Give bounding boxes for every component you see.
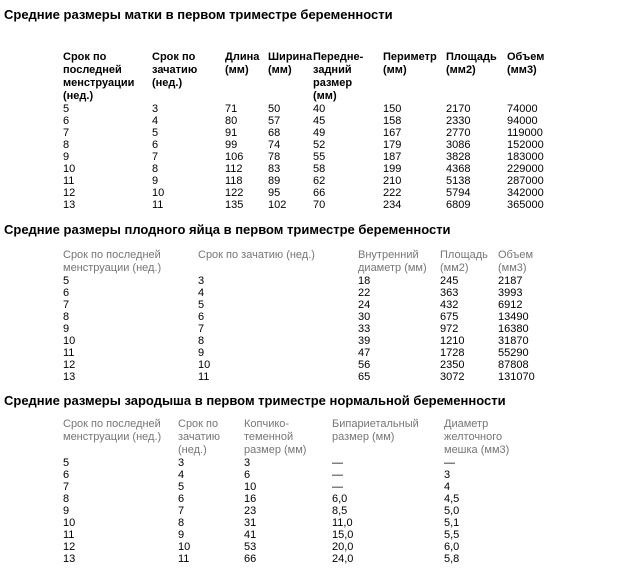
table-cell: 70 (313, 199, 326, 211)
table-cell: 68 (268, 127, 281, 139)
table-cell: 245 (440, 275, 459, 287)
table-cell: 40 (313, 103, 326, 115)
table-cell: 6 (63, 287, 70, 299)
table-cell: 7 (63, 481, 70, 493)
table-cell: 80 (225, 115, 238, 127)
table-cell: 118 (225, 175, 243, 187)
column-header (332, 418, 444, 457)
table-cell: 5,8 (444, 553, 460, 565)
column-header-label: Площадь (мм2) (440, 249, 488, 274)
column-header-label: Периметр (мм) (383, 51, 437, 76)
uterus-size-table-header (63, 51, 607, 103)
column-header (313, 51, 383, 103)
table-cell: 6912 (498, 299, 523, 311)
table-row (63, 199, 607, 211)
table-cell: 3 (178, 457, 185, 469)
table-cell: 3072 (440, 371, 465, 383)
column-header (198, 249, 358, 275)
table-row (63, 311, 603, 323)
table-cell: 10 (63, 335, 76, 347)
table-cell: 2170 (446, 103, 471, 115)
table-cell: 5 (63, 103, 70, 115)
table-cell: 8 (198, 335, 205, 347)
table-cell: 7 (198, 323, 205, 335)
table-cell: 16 (244, 493, 257, 505)
table-cell: 13 (63, 553, 76, 565)
table-cell: 6,0 (332, 493, 348, 505)
table-cell: 31 (244, 517, 257, 529)
table-row (63, 493, 574, 505)
column-header-label: Срок по последней менструации (нед.) (63, 249, 162, 274)
column-header-label: Диаметр желточного мешка (мм3) (444, 418, 510, 456)
table-cell: 106 (225, 151, 244, 163)
table-cell: 66 (244, 553, 257, 565)
table-cell: 30 (358, 311, 371, 323)
table-cell: 4 (198, 287, 205, 299)
embryo-size-table-header (63, 418, 574, 457)
table-cell: 62 (313, 175, 326, 187)
column-header (63, 51, 152, 103)
table-cell: 5 (178, 481, 185, 493)
table-cell: 23 (244, 505, 257, 517)
table-cell: 33 (358, 323, 371, 335)
table-cell: 199 (383, 163, 402, 175)
table-cell: 4368 (446, 163, 471, 175)
table-cell: 5138 (446, 175, 471, 187)
table-cell: 5,5 (444, 529, 460, 541)
table-cell: 22 (358, 287, 371, 299)
table-row (63, 505, 574, 517)
table-cell: 7 (63, 127, 70, 139)
column-header-label: Срок по последней менструации (нед.) (63, 51, 135, 102)
column-header (358, 249, 440, 275)
table-cell: 222 (383, 187, 402, 199)
table-cell: 6 (63, 469, 70, 481)
table-cell: 6,0 (444, 541, 460, 553)
table-row (63, 541, 574, 553)
table-cell: 12 (63, 541, 76, 553)
table-cell: 3828 (446, 151, 471, 163)
table-cell: 135 (225, 199, 244, 211)
table-cell: 158 (383, 115, 402, 127)
table-cell: 183000 (507, 151, 544, 163)
table-row (63, 469, 574, 481)
table-cell: 47 (358, 347, 371, 359)
column-header-label: Бипариетальный размер (мм) (332, 418, 419, 443)
column-header-label: Объем (мм3) (507, 51, 545, 76)
table-cell: 20,0 (332, 541, 354, 553)
table-cell: 5 (198, 299, 205, 311)
table-cell: 66 (313, 187, 326, 199)
table-cell: 10 (178, 541, 191, 553)
table-cell: 11,0 (332, 517, 353, 529)
uterus-size-table-body (63, 103, 607, 211)
table-cell: 342000 (507, 187, 544, 199)
gestational-sac-table-body (63, 275, 603, 383)
header-row (63, 249, 603, 275)
table-cell: 83 (268, 163, 281, 175)
table-cell: 4 (178, 469, 185, 481)
uterus-table-title: Средние размеры матки в первом триместре беременности (4, 7, 393, 22)
table-cell: 15,0 (332, 529, 354, 541)
table-cell: — (332, 469, 343, 481)
table-cell: 3 (244, 457, 251, 469)
table-cell: 150 (383, 103, 402, 115)
table-cell: 9 (63, 151, 70, 163)
table-cell: 432 (440, 299, 459, 311)
table-cell: 9 (152, 175, 159, 187)
table-row (63, 371, 603, 383)
table-cell: 78 (268, 151, 281, 163)
column-header-label: Срок по последней менструации (нед.) (63, 418, 162, 443)
table-cell: 13490 (498, 311, 529, 323)
table-cell: 2330 (446, 115, 471, 127)
table-cell: 55290 (498, 347, 529, 359)
column-header-label: Ширина (мм) (268, 51, 313, 76)
table-row (63, 175, 607, 187)
table-cell: 8 (63, 493, 70, 505)
table-cell: 6 (244, 469, 251, 481)
table-cell: 8 (63, 139, 70, 151)
table-cell: 5,1 (444, 517, 460, 529)
table-cell: 52 (313, 139, 326, 151)
table-cell: 57 (268, 115, 281, 127)
table-cell: 11 (178, 553, 190, 565)
table-cell: 10 (63, 163, 76, 175)
table-row (63, 457, 574, 469)
table-cell: 6 (198, 311, 205, 323)
table-row (63, 275, 603, 287)
table-cell: 112 (225, 163, 243, 175)
table-cell: 9 (63, 323, 70, 335)
table-row (63, 347, 603, 359)
embryo-table-title: Средние размеры зародыша в первом триместре нормальной беременности (4, 393, 506, 408)
table-cell: 87808 (498, 359, 529, 371)
table-cell: 9 (63, 505, 70, 517)
table-cell: 3993 (498, 287, 523, 299)
gestational-sac-table (63, 249, 603, 383)
table-cell: 12 (63, 359, 76, 371)
table-cell: 11 (63, 529, 75, 541)
column-header (507, 51, 607, 103)
table-cell: 4,5 (444, 493, 460, 505)
column-header (152, 51, 225, 103)
table-cell: 363 (440, 287, 459, 299)
table-cell: 7 (178, 505, 185, 517)
table-cell: 5 (63, 457, 70, 469)
table-cell: 365000 (507, 199, 544, 211)
table-cell: 4 (152, 115, 159, 127)
gestational-sac-table-header (63, 249, 603, 275)
table-cell: 58 (313, 163, 326, 175)
column-header-label: Срок по зачатию (нед.) (198, 249, 315, 261)
table-row (63, 299, 603, 311)
column-header-label: Площадь (мм2) (446, 51, 497, 76)
column-header-label: Объем (мм3) (498, 249, 534, 274)
table-cell: 3 (152, 103, 159, 115)
table-cell: — (332, 481, 343, 493)
table-cell: 7 (152, 151, 159, 163)
table-cell: 89 (268, 175, 281, 187)
table-cell: 1210 (440, 335, 465, 347)
table-cell: 10 (152, 187, 165, 199)
table-cell: 55 (313, 151, 326, 163)
table-cell: 49 (313, 127, 326, 139)
table-cell: 5 (152, 127, 159, 139)
table-cell: 5 (63, 275, 70, 287)
column-header-label: Передне-задний размер (мм) (313, 51, 364, 102)
table-cell: 71 (225, 103, 238, 115)
uterus-size-table (63, 51, 607, 211)
column-header-label: Срок по зачатию (нед.) (178, 418, 220, 456)
column-header (63, 249, 198, 275)
table-cell: 287000 (507, 175, 544, 187)
table-cell: 6 (63, 115, 70, 127)
table-cell: 131070 (498, 371, 535, 383)
table-cell: 13 (63, 371, 76, 383)
table-row (63, 335, 603, 347)
table-row (63, 359, 603, 371)
table-cell: 187 (383, 151, 402, 163)
table-cell: 8 (63, 311, 70, 323)
table-cell: 8 (152, 163, 159, 175)
table-cell: 8 (178, 517, 185, 529)
table-cell: 3086 (446, 139, 471, 151)
table-cell: 10 (198, 359, 211, 371)
column-header (178, 418, 244, 457)
column-header-label: Длина (мм) (225, 51, 260, 76)
table-cell: 102 (268, 199, 287, 211)
table-cell: 10 (244, 481, 257, 493)
table-cell: 50 (268, 103, 281, 115)
column-header (244, 418, 332, 457)
column-header (268, 51, 313, 103)
embryo-size-table-body (63, 457, 574, 565)
table-cell: 6 (152, 139, 159, 151)
table-cell: 74 (268, 139, 281, 151)
table-cell: 94000 (507, 115, 538, 127)
table-cell: 4 (444, 481, 451, 493)
table-cell: 3 (444, 469, 451, 481)
table-cell: 95 (268, 187, 281, 199)
table-row (63, 517, 574, 529)
table-cell: 5,0 (444, 505, 460, 517)
column-header (383, 51, 446, 103)
table-cell: 152000 (507, 139, 544, 151)
table-cell: 39 (358, 335, 371, 347)
table-cell: 6 (178, 493, 185, 505)
table-cell: 9 (178, 529, 185, 541)
column-header (63, 418, 178, 457)
table-row (63, 553, 574, 565)
table-cell: 24 (358, 299, 371, 311)
column-header (225, 51, 268, 103)
table-cell: 56 (358, 359, 371, 371)
table-cell: 179 (383, 139, 402, 151)
table-cell: 45 (313, 115, 326, 127)
table-cell: 167 (383, 127, 402, 139)
table-cell: 10 (63, 517, 76, 529)
table-cell: 12 (63, 187, 76, 199)
table-row (63, 151, 607, 163)
table-row (63, 115, 607, 127)
header-row (63, 51, 607, 103)
table-cell: 99 (225, 139, 238, 151)
table-cell: 9 (198, 347, 205, 359)
table-row (63, 127, 607, 139)
table-cell: — (332, 457, 343, 469)
table-row (63, 187, 607, 199)
table-row (63, 481, 574, 493)
embryo-size-table (63, 418, 574, 565)
table-cell: 675 (440, 311, 459, 323)
table-cell: 91 (225, 127, 238, 139)
table-cell: 3 (198, 275, 205, 287)
table-cell: — (444, 457, 455, 469)
table-cell: 1728 (440, 347, 465, 359)
table-cell: 11 (198, 371, 210, 383)
column-header-label: Срок по зачатию (нед.) (152, 51, 198, 89)
table-cell: 229000 (507, 163, 544, 175)
table-cell: 18 (358, 275, 371, 287)
gestational-sac-table-title: Средние размеры плодного яйца в первом триместре беременности (4, 222, 451, 237)
table-cell: 2770 (446, 127, 471, 139)
table-cell: 13 (63, 199, 76, 211)
table-row (63, 163, 607, 175)
column-header (440, 249, 498, 275)
table-cell: 41 (244, 529, 257, 541)
table-row (63, 139, 607, 151)
table-cell: 8,5 (332, 505, 348, 517)
table-cell: 2350 (440, 359, 465, 371)
table-cell: 210 (383, 175, 402, 187)
table-cell: 234 (383, 199, 402, 211)
table-row (63, 529, 574, 541)
table-cell: 6809 (446, 199, 471, 211)
column-header-label: Копчико-теменной размер (мм) (244, 418, 307, 456)
column-header (444, 418, 574, 457)
table-cell: 74000 (507, 103, 538, 115)
table-cell: 11 (152, 199, 164, 211)
table-cell: 972 (440, 323, 459, 335)
table-cell: 11 (63, 175, 75, 187)
table-cell: 53 (244, 541, 257, 553)
table-cell: 31870 (498, 335, 529, 347)
column-header (446, 51, 507, 103)
table-row (63, 103, 607, 115)
table-cell: 7 (63, 299, 70, 311)
table-cell: 122 (225, 187, 244, 199)
table-row (63, 323, 603, 335)
table-cell: 2187 (498, 275, 523, 287)
column-header (498, 249, 603, 275)
header-row (63, 418, 574, 457)
table-cell: 5794 (446, 187, 471, 199)
table-cell: 16380 (498, 323, 529, 335)
table-cell: 65 (358, 371, 371, 383)
column-header-label: Внутренний диаметр (мм) (358, 249, 427, 274)
table-row (63, 287, 603, 299)
table-cell: 11 (63, 347, 75, 359)
table-cell: 119000 (507, 127, 543, 139)
table-cell: 24,0 (332, 553, 354, 565)
